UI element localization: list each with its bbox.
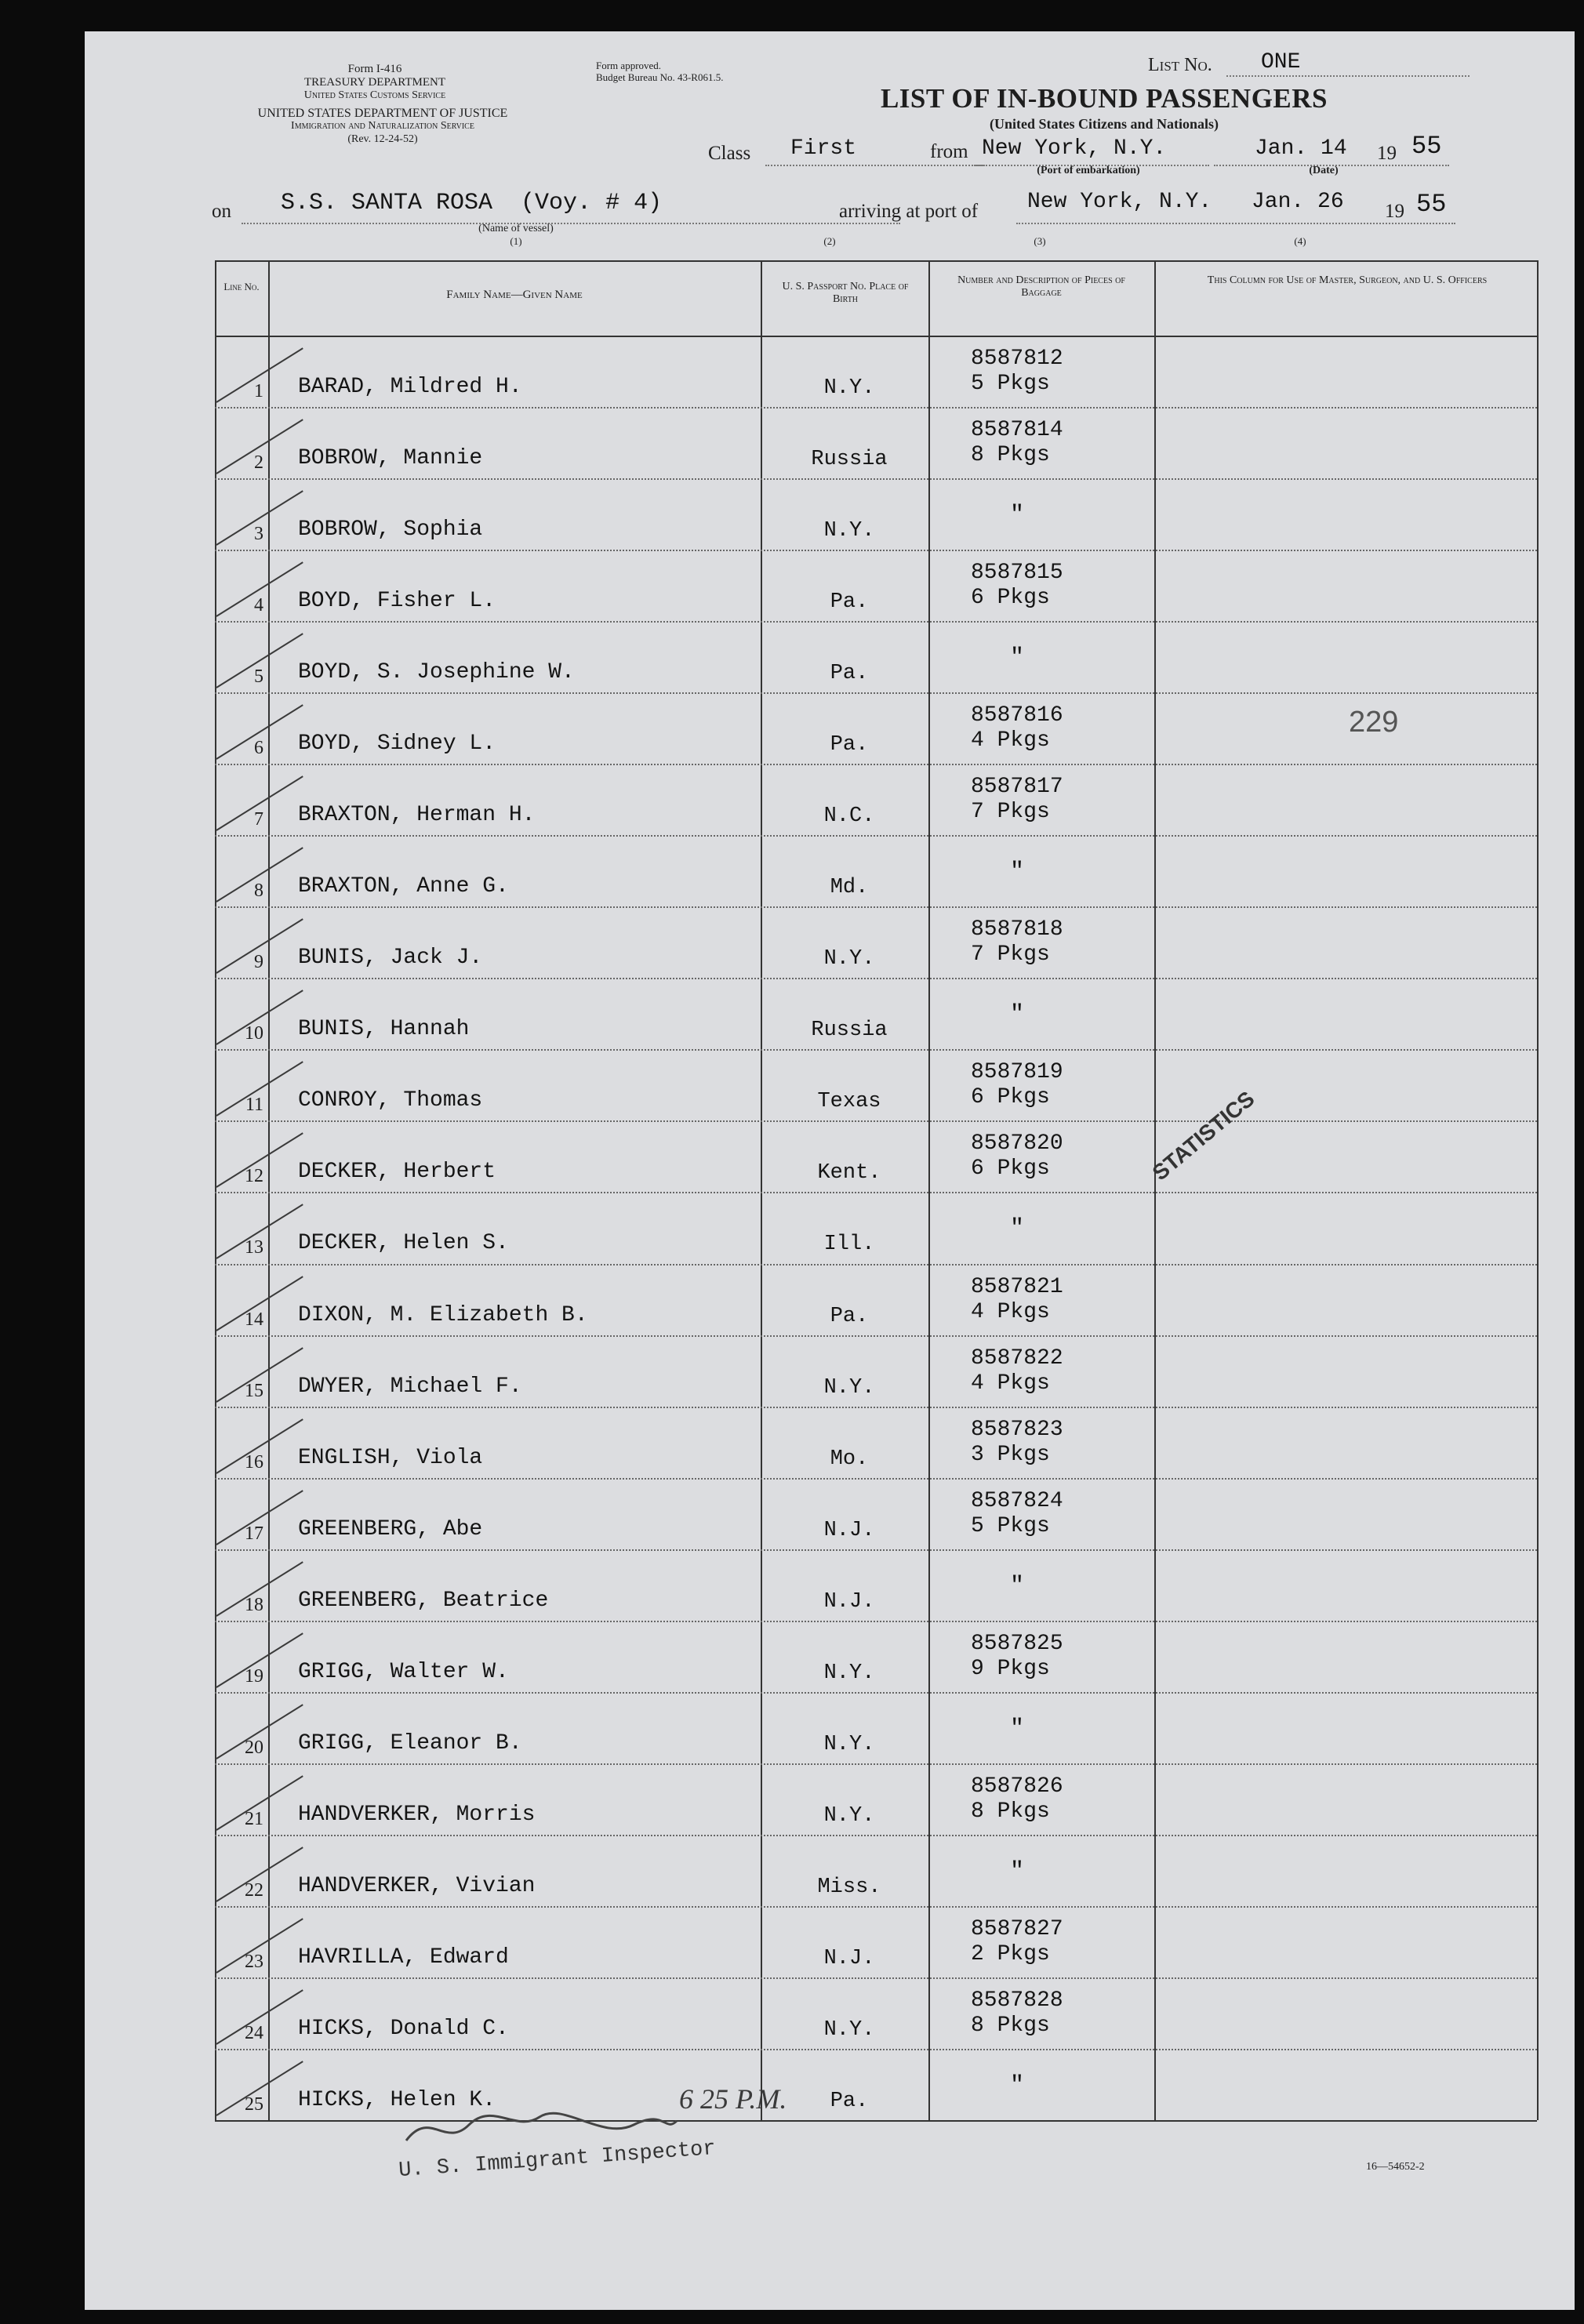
place-of-birth: N.Y. xyxy=(823,519,875,543)
baggage-number: 8587825 xyxy=(971,1631,1063,1656)
place-of-birth: Russia xyxy=(811,1019,888,1043)
col-header-baggage: Number and Description of Pieces of Baggage xyxy=(957,274,1125,299)
line-number: 7 xyxy=(254,809,263,830)
place-of-birth: N.Y. xyxy=(823,1375,875,1400)
place-of-birth: Miss. xyxy=(817,1875,881,1899)
baggage-pieces: 2 Pkgs xyxy=(971,1941,1050,1966)
baggage-number: 8587822 xyxy=(971,1345,1063,1371)
arrival-date: Jan. 26 xyxy=(1252,190,1344,214)
baggage-pieces: 4 Pkgs xyxy=(971,728,1050,753)
ditto-mark: " xyxy=(1010,1001,1025,1029)
place-of-birth: N.Y. xyxy=(823,1803,875,1828)
inspector-stamp: U. S. Immigrant Inspector xyxy=(398,2137,717,2184)
ditto-mark: " xyxy=(1010,1715,1025,1742)
on-label: on xyxy=(212,201,231,222)
line-number: 19 xyxy=(245,1665,263,1687)
line-number: 1 xyxy=(254,381,263,401)
row-divider xyxy=(215,1906,1537,1908)
passenger-name: BARAD, Mildred H. xyxy=(298,375,522,399)
row-divider xyxy=(215,1549,1537,1551)
passenger-name: DWYER, Michael F. xyxy=(298,1374,522,1399)
row-divider xyxy=(215,1977,1537,1979)
passenger-name: HANDVERKER, Vivian xyxy=(298,1873,536,1898)
baggage-number: 8587815 xyxy=(971,561,1063,586)
line-number: 11 xyxy=(245,1095,263,1116)
line-number: 16 xyxy=(245,1451,263,1472)
col-header-name: Family Name—Given Name xyxy=(446,289,583,301)
baggage-number: 8587828 xyxy=(971,1988,1063,2013)
passenger-name: HICKS, Helen K. xyxy=(298,2087,496,2112)
statistics-stamp: STATISTICS xyxy=(1147,1086,1259,1186)
place-of-birth: Kent. xyxy=(817,1161,881,1186)
row-divider xyxy=(215,1835,1537,1836)
col-header-line-no: Line No. xyxy=(223,281,260,292)
line-number: 17 xyxy=(245,1523,263,1544)
row-divider xyxy=(215,550,1537,551)
row-divider xyxy=(215,835,1537,837)
row-divider xyxy=(215,1120,1537,1122)
passenger-name: CONROY, Thomas xyxy=(298,1088,483,1113)
line-number: 5 xyxy=(254,666,263,688)
line-number: 2 xyxy=(254,452,263,474)
line-number: 21 xyxy=(245,1808,263,1829)
line-number: 10 xyxy=(245,1023,263,1044)
passenger-name: BUNIS, Hannah xyxy=(298,1017,470,1042)
baggage-number: 8587821 xyxy=(971,1274,1063,1299)
from-date: Jan. 14 xyxy=(1255,136,1347,161)
ditto-mark: " xyxy=(1010,2072,1025,2099)
baggage-pieces: 9 Pkgs xyxy=(971,1656,1050,1681)
year-prefix: 19 xyxy=(1377,143,1397,164)
caption-2: (2) xyxy=(823,235,836,247)
place-of-birth: Texas xyxy=(817,1090,881,1114)
baggage-number: 8587820 xyxy=(971,1131,1063,1157)
baggage-pieces: 7 Pkgs xyxy=(971,800,1050,825)
passenger-name: BOYD, Sidney L. xyxy=(298,732,496,757)
baggage-number: 8587823 xyxy=(971,1417,1063,1442)
row-divider xyxy=(215,1692,1537,1694)
class-value: First xyxy=(790,136,857,161)
row-divider xyxy=(215,407,1537,409)
line-number: 6 xyxy=(254,738,263,759)
line-number: 4 xyxy=(254,595,263,616)
passenger-name: GREENBERG, Abe xyxy=(298,1516,483,1541)
ins-label: Immigration and Naturalization Service xyxy=(291,120,474,132)
passenger-name: GRIGG, Eleanor B. xyxy=(298,1730,522,1756)
passenger-name: BUNIS, Jack J. xyxy=(298,946,483,971)
form-approved: Form approved. xyxy=(596,60,662,71)
baggage-number: 8587827 xyxy=(971,1916,1063,1941)
row-divider xyxy=(215,978,1537,979)
from-label: from xyxy=(930,141,968,162)
line-number: 9 xyxy=(254,952,263,973)
passenger-name: HICKS, Donald C. xyxy=(298,2016,509,2041)
port-caption: (Port of embarkation) xyxy=(1037,165,1140,176)
passenger-name: DECKER, Herbert xyxy=(298,1160,496,1185)
place-of-birth: N.J. xyxy=(823,1589,875,1614)
baggage-pieces: 8 Pkgs xyxy=(971,1799,1050,1824)
baggage-pieces: 4 Pkgs xyxy=(971,1371,1050,1396)
ditto-mark: " xyxy=(1010,645,1025,672)
row-divider xyxy=(215,478,1537,480)
from-port: New York, N.Y. xyxy=(982,136,1167,161)
class-label: Class xyxy=(708,143,751,164)
baggage-pieces: 6 Pkgs xyxy=(971,1157,1050,1182)
row-divider xyxy=(215,1049,1537,1051)
baggage-pieces: 7 Pkgs xyxy=(971,942,1050,968)
ditto-mark: " xyxy=(1010,1572,1025,1600)
list-no-value: ONE xyxy=(1261,50,1301,74)
line-number: 3 xyxy=(254,524,263,545)
place-of-birth: N.Y. xyxy=(823,1661,875,1685)
place-of-birth: N.Y. xyxy=(823,947,875,971)
passenger-name: DIXON, M. Elizabeth B. xyxy=(298,1302,588,1327)
baggage-pieces: 4 Pkgs xyxy=(971,1299,1050,1324)
row-divider xyxy=(215,2049,1537,2050)
baggage-number: 8587814 xyxy=(971,418,1063,443)
ditto-mark: " xyxy=(1010,1215,1025,1243)
passenger-name: HAVRILLA, Edward xyxy=(298,1945,509,1970)
place-of-birth: N.Y. xyxy=(823,1732,875,1756)
passenger-name: GRIGG, Walter W. xyxy=(298,1659,509,1684)
line-number: 22 xyxy=(245,1879,263,1901)
passenger-name: BRAXTON, Anne G. xyxy=(298,874,509,899)
ditto-mark: " xyxy=(1010,859,1025,886)
place-of-birth: N.J. xyxy=(823,1518,875,1542)
row-divider xyxy=(215,1335,1537,1337)
vessel-caption: (Name of vessel) xyxy=(478,223,554,234)
page-subtitle: (United States Citizens and Nationals) xyxy=(989,116,1219,132)
line-number: 14 xyxy=(245,1309,263,1330)
row-divider xyxy=(215,621,1537,623)
line-number: 12 xyxy=(245,1166,263,1187)
ditto-mark: " xyxy=(1010,502,1025,529)
baggage-pieces: 5 Pkgs xyxy=(971,372,1050,396)
caption-4: (4) xyxy=(1294,235,1306,247)
place-of-birth: Ill. xyxy=(823,1233,875,1257)
row-divider xyxy=(215,906,1537,908)
ditto-mark: " xyxy=(1010,1857,1025,1885)
place-of-birth: Russia xyxy=(811,448,888,472)
row-divider xyxy=(215,1264,1537,1265)
line-number: 24 xyxy=(245,2022,263,2043)
caption-3: (3) xyxy=(1034,235,1046,247)
col-header-passport: U. S. Passport No. Place of Birth xyxy=(782,281,909,305)
treasury-dept: TREASURY DEPARTMENT xyxy=(303,76,446,89)
place-of-birth: N.C. xyxy=(823,804,875,829)
signature-time: 6 25 P.M. xyxy=(679,2083,787,2115)
place-of-birth: Md. xyxy=(830,876,869,900)
passenger-name: BOYD, S. Josephine W. xyxy=(298,660,575,685)
form-number: Form I-416 xyxy=(347,63,402,75)
passenger-name: BOYD, Fisher L. xyxy=(298,589,496,614)
line-number: 20 xyxy=(245,1737,263,1758)
baggage-number: 8587812 xyxy=(971,347,1063,371)
row-divider xyxy=(215,1763,1537,1765)
from-year: 55 xyxy=(1411,132,1442,161)
rev-label: (Rev. 12-24-52) xyxy=(347,133,418,145)
doj-label: UNITED STATES DEPARTMENT OF JUSTICE xyxy=(257,107,508,120)
line-number: 25 xyxy=(245,2093,263,2115)
row-divider xyxy=(215,1192,1537,1193)
page-title: LIST OF IN-BOUND PASSENGERS xyxy=(880,83,1328,114)
place-of-birth: Pa. xyxy=(830,662,869,686)
list-no-label: List No. xyxy=(1148,55,1212,75)
baggage-pieces: 6 Pkgs xyxy=(971,1085,1050,1110)
passenger-manifest-page xyxy=(85,31,1575,2310)
passenger-name: DECKER, Helen S. xyxy=(298,1231,509,1256)
baggage-pieces: 8 Pkgs xyxy=(971,443,1050,468)
date-caption: (Date) xyxy=(1309,165,1339,176)
baggage-pieces: 3 Pkgs xyxy=(971,1442,1050,1467)
row-divider xyxy=(215,1478,1537,1480)
arriving-label: arriving at port of xyxy=(839,201,979,222)
budget-bureau: Budget Bureau No. 43-R061.5. xyxy=(596,71,724,83)
baggage-pieces: 8 Pkgs xyxy=(971,2013,1050,2038)
col-header-officers: This Column for Use of Master, Surgeon, and U. S. Officers xyxy=(1207,274,1488,286)
passenger-name: GREENBERG, Beatrice xyxy=(298,1588,549,1613)
baggage-number: 8587824 xyxy=(971,1488,1063,1513)
line-number: 8 xyxy=(254,881,263,902)
baggage-number: 8587819 xyxy=(971,1060,1063,1085)
place-of-birth: Pa. xyxy=(830,733,869,757)
row-divider xyxy=(215,1621,1537,1622)
customs-service: United States Customs Service xyxy=(303,89,446,101)
passenger-name: BOBROW, Sophia xyxy=(298,517,483,543)
place-of-birth: Pa. xyxy=(830,2089,869,2113)
row-divider xyxy=(215,764,1537,765)
passenger-name: ENGLISH, Viola xyxy=(298,1445,483,1470)
baggage-number: 8587816 xyxy=(971,703,1063,728)
passenger-name: BOBROW, Mannie xyxy=(298,446,483,471)
line-number: 18 xyxy=(245,1594,263,1615)
line-number: 23 xyxy=(245,1951,263,1972)
place-of-birth: N.Y. xyxy=(823,2017,875,2042)
arrival-year-prefix: 19 xyxy=(1385,201,1404,222)
margin-number: 229 xyxy=(1349,706,1399,739)
footer-code: 16—54652-2 xyxy=(1366,2161,1425,2173)
baggage-pieces: 5 Pkgs xyxy=(971,1513,1050,1538)
row-divider xyxy=(215,1407,1537,1408)
baggage-number: 8587826 xyxy=(971,1774,1063,1799)
line-number: 13 xyxy=(245,1237,263,1258)
vessel-name: S.S. SANTA ROSA (Voy. # 4) xyxy=(281,190,663,216)
place-of-birth: N.J. xyxy=(823,1946,875,1970)
baggage-number: 8587817 xyxy=(971,775,1063,800)
place-of-birth: Pa. xyxy=(830,590,869,615)
line-number: 15 xyxy=(245,1380,263,1401)
caption-1: (1) xyxy=(510,235,522,247)
arrival-port: New York, N.Y. xyxy=(1027,190,1212,214)
baggage-number: 8587818 xyxy=(971,917,1063,942)
place-of-birth: N.Y. xyxy=(823,376,875,400)
arrival-year: 55 xyxy=(1416,190,1447,219)
passenger-name: BRAXTON, Herman H. xyxy=(298,803,536,828)
passenger-name: HANDVERKER, Morris xyxy=(298,1802,536,1827)
place-of-birth: Mo. xyxy=(830,1447,869,1471)
baggage-pieces: 6 Pkgs xyxy=(971,586,1050,611)
row-divider xyxy=(215,692,1537,694)
place-of-birth: Pa. xyxy=(830,1304,869,1328)
